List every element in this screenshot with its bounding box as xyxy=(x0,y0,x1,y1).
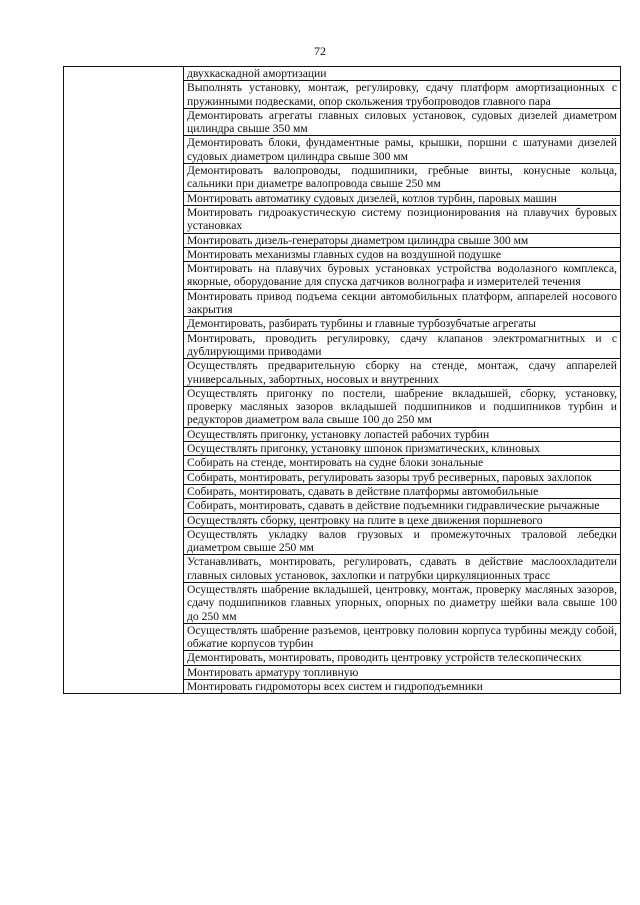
table-cell-empty xyxy=(64,67,184,694)
table-cell-action: Монтировать привод подъема секции автомобильных платформ, аппарелей носового закрытия xyxy=(184,289,621,317)
table-cell-action: Осуществлять укладку валов грузовых и промежуточных траловой лебедки диаметром свыше 250 мм xyxy=(184,527,621,555)
table-cell-action: Осуществлять сборку, центровку на плите в цехе движения поршневого xyxy=(184,513,621,527)
table-cell-action: Устанавливать, монтировать, регулировать, сдавать в действие маслоохладители главных силовых установок, захлопки и патрубки циркуляционных трасс xyxy=(184,555,621,583)
table-cell-action: Монтировать гидроакустическую систему позиционирования на плавучих буровых установках xyxy=(184,205,621,233)
table-cell-action: Осуществлять пригонку по постели, шабрение вкладышей, сборку, установку, проверку масляных зазоров вкладышей подшипников и подшипников турбин и редукторов диаметром вала свыше 100 до 250 мм xyxy=(184,386,621,427)
work-actions-table xyxy=(63,66,621,694)
table-cell-action: Монтировать дизель-генераторы диаметром цилиндра свыше 300 мм xyxy=(184,233,621,247)
table-cell-action: Монтировать, проводить регулировку, сдачу клапанов электромагнитных и с дублирующими приводами xyxy=(184,331,621,359)
table-cell-action: Осуществлять пригонку, установку шпонок призматических, клиновых xyxy=(184,442,621,456)
table-cell-action: Собирать на стенде, монтировать на судне блоки зональные xyxy=(184,456,621,470)
table-cell-action: Монтировать арматуру топливную xyxy=(184,665,621,679)
table-cell-action: Собирать, монтировать, регулировать зазоры труб ресиверных, паровых захлопок xyxy=(184,470,621,484)
table-cell-action: Демонтировать блоки, фундаментные рамы, крышки, поршни с шатунами дизелей судовых диаметром цилиндра свыше 300 мм xyxy=(184,136,621,164)
table-cell-action: Выполнять установку, монтаж, регулировку, сдачу платформ амортизационных с пружинными подвесками, опор скольжения трубопроводов главного пара xyxy=(184,81,621,109)
table-cell-action: Демонтировать валопроводы, подшипники, гребные винты, конусные кольца, сальники при диаметре валопровода свыше 250 мм xyxy=(184,164,621,192)
table-cell-action: Монтировать механизмы главных судов на воздушной подушке xyxy=(184,247,621,261)
table-cell-action: Демонтировать агрегаты главных силовых установок, судовых дизелей диаметром цилиндра свыше 350 мм xyxy=(184,108,621,136)
table-body xyxy=(64,67,621,694)
table-cell-action: Монтировать автоматику судовых дизелей, котлов турбин, паровых машин xyxy=(184,191,621,205)
table-cell-action: Демонтировать, монтировать, проводить центровку устройств телескопических xyxy=(184,651,621,665)
table-cell-action: Осуществлять пригонку, установку лопастей рабочих турбин xyxy=(184,427,621,441)
table-cell-action: Демонтировать, разбирать турбины и главные турбозубчатые агрегаты xyxy=(184,317,621,331)
table-cell-action: Осуществлять шабрение разъемов, центровку половин корпуса турбины между собой, обжатие корпусов турбин xyxy=(184,623,621,651)
table-row xyxy=(64,67,621,81)
table-cell-action: Собирать, монтировать, сдавать в действие платформы автомобильные xyxy=(184,484,621,498)
table-cell-action: Монтировать гидромоторы всех систем и гидроподъемники xyxy=(184,680,621,694)
table-cell-action: Монтировать на плавучих буровых установках устройства водолазного комплекса, якорные, оборудование для спуска датчиков волнографа и измерителей течения xyxy=(184,262,621,290)
table-cell-action: двухкаскадной амортизации xyxy=(184,67,621,81)
table-cell-action: Осуществлять предварительную сборку на стенде, монтаж, сдачу аппарелей универсальных, забортных, носовых и внутренних xyxy=(184,359,621,387)
table-cell-action: Собирать, монтировать, сдавать в действие подъемники гидравлические рычажные xyxy=(184,499,621,513)
table-cell-action: Осуществлять шабрение вкладышей, центровку, монтаж, проверку масляных зазоров, сдачу подшипников главных упорных, опорных по диаметру шейки вала свыше 100 до 250 мм xyxy=(184,582,621,623)
page-number: 72 xyxy=(314,44,326,58)
